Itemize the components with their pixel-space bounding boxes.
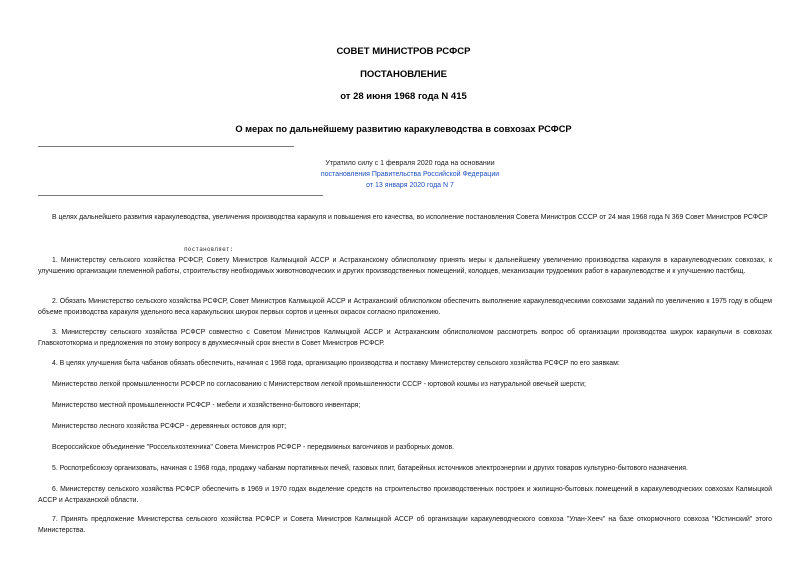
document-type: ПОСТАНОВЛЕНИЕ <box>360 69 447 80</box>
decree-word: постановляет: <box>184 246 234 253</box>
paragraph-4-item-local-industry: Министерство местной промышленности РСФСР - мебели и хозяйственно-бытового инвентаря; <box>52 402 361 409</box>
divider-top <box>38 146 294 147</box>
document-title: О мерах по дальнейшему развитию каракулеводства в совхозах РСФСР <box>235 124 572 134</box>
paragraph-1: 1. Министерству сельского хозяйства РСФСР, Совету Министров Калмыцкой АССР и Астраханскому облисполкому принять меры к дальнейшему увеличению производства каракуля в каракулеводческих совхозах, к улучшению организации племенной работы, строительству необходимых животноводческих и других производственных помещений, колодцев, механизации трудоемких работ в каракулеводстве и к улучшению пастбищ. <box>38 257 772 275</box>
document-date-number: от 28 июня 1968 года N 415 <box>340 91 467 102</box>
paragraph-2: 2. Обязать Министерство сельского хозяйства РСФСР, Совет Министров Калмыцкой АССР и Астраханский облисполком обеспечить выполнение каракулеводческими совхозами заданий по увеличению к 1975 году в общем объеме производства каракуля удельного веса каракульских шкурок первых сортов и ценных окрасок согласно приложению. <box>38 298 772 316</box>
paragraph-4-item-forestry: Министерство лесного хозяйства РСФСР - деревянных остовов для юрт; <box>52 423 287 430</box>
issuing-authority: СОВЕТ МИНИСТРОВ РСФСР <box>336 46 471 57</box>
paragraph-5: 5. Роспотребсоюзу организовать, начиная с 1968 года, продажу чабанам портативных печей, газовых плит, батарейных источников электроэнергии и других товаров культурно-бытового назначения. <box>52 465 688 472</box>
paragraph-4: 4. В целях улучшения быта чабанов обязать обеспечить, начиная с 1968 года, организацию производства и поставку Министерству сельского хозяйства РСФСР по его заявкам: <box>52 360 620 367</box>
preamble-paragraph: В целях дальнейшего развития каракулеводства, увеличения производства каракуля и повышения его качества, во исполнение постановления Совета Министров СССР от 24 мая 1968 года N 369 Совет Министров РСФСР <box>52 214 768 221</box>
status-link-date[interactable]: от 13 января 2020 года N 7 <box>366 182 454 189</box>
paragraph-7: 7. Принять предложение Министерства сельского хозяйства РСФСР и Совета Министров Калмыцкой АССР об организации каракулеводческого совхоза "Улан-Хееч" на базе откормочного совхоза "Юстинский" этого Министерства. <box>38 516 772 534</box>
paragraph-3: 3. Министерству сельского хозяйства РСФСР совместно с Советом Министров Калмыцкой АССР и Астраханским облисполкомом рассмотреть вопрос об организации производства шкурок каракульчи в совхозах Главскототкорма и предложения по этому вопросу в двухмесячный срок внести в Совет Министров РСФСР. <box>38 329 772 347</box>
paragraph-4-item-light-industry: Министерство легкой промышленности РСФСР по согласованию с Министерством легкой промышленности СССР - юртовой кошмы из натуральной овечьей шерсти; <box>52 381 586 388</box>
divider-bottom <box>38 195 323 196</box>
paragraph-4-item-rosselkhoztekhnika: Всероссийское объединение "Россельхозтехника" Совета Министров РСФСР - передвижных вагончиков и разборных домов. <box>52 444 455 451</box>
status-note: Утратило силу с 1 февраля 2020 года на основании <box>325 160 495 167</box>
status-link-decree[interactable]: постановления Правительства Российской Федерации <box>320 171 500 178</box>
paragraph-6: 6. Министерству сельского хозяйства РСФСР обеспечить в 1969 и 1970 годах выделение средств на строительство производственных построек и жилищно-бытовых помещений в каракулеводческих совхозах Калмыцкой АССР и Астраханской области. <box>38 486 772 504</box>
